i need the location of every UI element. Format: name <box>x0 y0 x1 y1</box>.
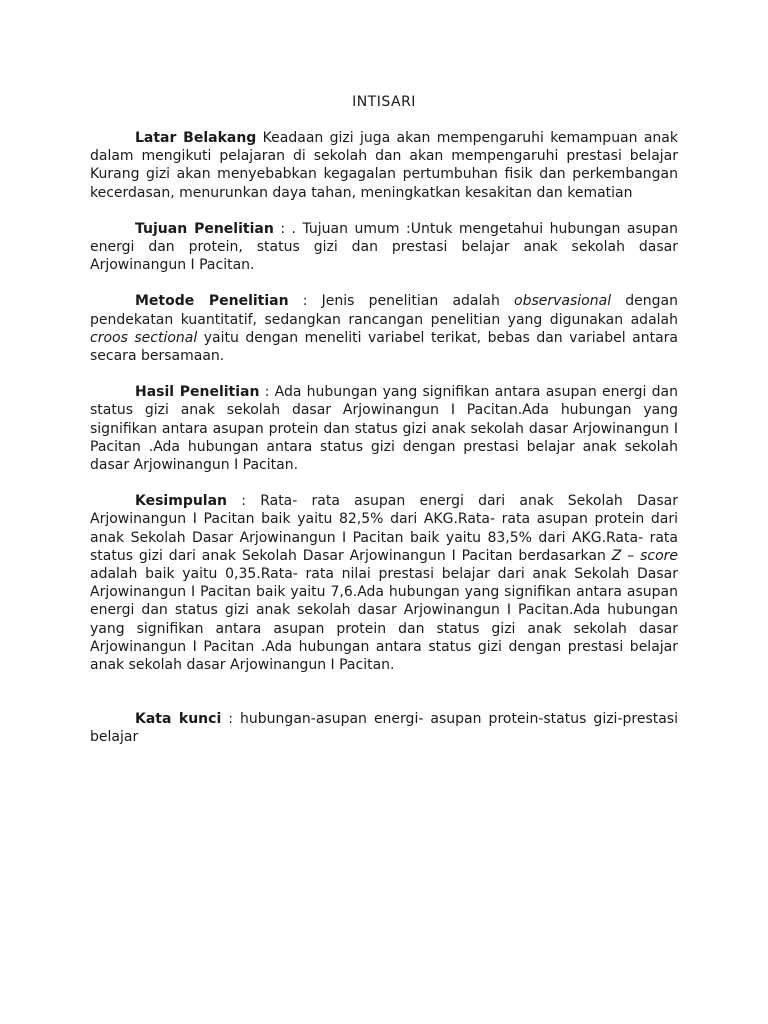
kata-kunci-heading: Kata kunci <box>135 711 222 728</box>
metode-italic-a: observasional <box>514 293 612 310</box>
metode-text-b: dengan pendekatan kuantitatif, sedangkan rancangan penelitian yang digunakan adalah <box>90 293 678 328</box>
latar-belakang-paragraph <box>90 129 678 202</box>
metode-text-a: : Jenis penelitian adalah <box>288 293 515 310</box>
kesimpulan-heading: Kesimpulan <box>135 493 228 510</box>
kesimpulan-text-a: : Rata- rata asupan energi dari anak Sekolah Dasar Arjowinangun I Pacitan baik yaitu 82,5% dari AKG.Rata- rata asupan protein dari anak Sekolah Dasar Arjowinangun I Pacitan baik yaitu 83,5% dari AKG.Rata- rata status gizi dari anak Sekolah Dasar Arjowinangun I Pacitan berdasarkan <box>90 493 678 564</box>
tujuan-penelitian-text: : . Tujuan umum :Untuk mengetahui hubungan asupan energi dan protein, status gizi dan prestasi belajar anak sekolah dasar Arjowinangun I Pacitan. <box>90 220 678 274</box>
latar-belakang-heading: Latar Belakang <box>135 130 257 146</box>
tujuan-penelitian-paragraph <box>90 220 678 275</box>
kesimpulan-italic: Z – score <box>611 547 679 564</box>
kata-kunci-text: : hubungan-asupan energi- asupan protein-status gizi-prestasi belajar <box>90 711 678 746</box>
hasil-penelitian-paragraph <box>90 383 678 474</box>
metode-penelitian-paragraph <box>90 292 678 365</box>
metode-text-c: yaitu dengan meneliti variabel terikat, bebas dan variabel antara secara bersamaan. <box>90 329 678 365</box>
kesimpulan-text-b: adalah baik yaitu 0,35.Rata- rata nilai prestasi belajar dari anak Sekolah Dasar Arjowinangun I Pacitan baik yaitu 7,6.Ada hubungan yang signifikan antara asupan energi dan status gizi anak sekolah dasar Arjowinangun I Pacitan.Ada hubungan yang signifikan antara asupan protein dan status gizi anak sekolah dasar Arjowinangun I Pacitan .Ada hubungan antara status gizi dengan prestasi belajar anak sekolah dasar Arjowinangun I Pacitan. <box>90 566 678 674</box>
page-title: INTISARI <box>352 94 416 110</box>
kata-kunci-paragraph <box>90 710 678 746</box>
kesimpulan-paragraph <box>90 492 678 674</box>
hasil-penelitian-text: : Ada hubungan yang signifikan antara asupan energi dan status gizi anak sekolah dasar Arjowinangun I Pacitan.Ada hubungan yang signifikan antara asupan protein dan status gizi anak sekolah dasar Arjowinangun I Pacitan .Ada hubungan antara status gizi dengan prestasi belajar anak sekolah dasar Arjowinangun I Pacitan. <box>90 384 678 474</box>
hasil-penelitian-heading: Hasil Penelitian <box>135 384 260 401</box>
metode-italic-b: croos sectional <box>90 329 198 346</box>
tujuan-penelitian-heading: Tujuan Penelitian <box>135 220 274 237</box>
metode-penelitian-heading: Metode Penelitian <box>135 293 289 310</box>
latar-belakang-text: Keadaan gizi juga akan mempengaruhi kemampuan anak dalam mengikuti pelajaran di sekolah dan akan mempengaruhi prestasi belajar Kurang gizi akan menyebabkan kegagalan pertumbuhan fisik dan perkembangan kecerdasan, menurunkan daya tahan, meningkatkan kesakitan dan kematian <box>90 130 678 201</box>
